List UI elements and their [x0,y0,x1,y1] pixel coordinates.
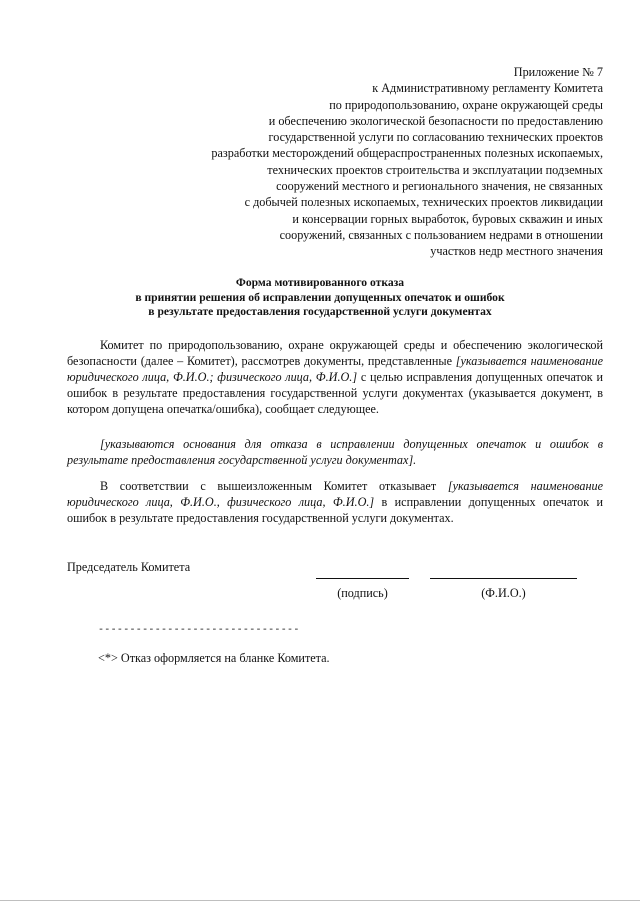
name-line [430,578,577,579]
chairman-label: Председатель Комитета [67,560,191,574]
placeholder-applicant: [указывается наименование юридического лица, Ф.И.О., физического лица, Ф.И.О.] [67,479,603,510]
title-line: в принятии решения об исправлении допущенных опечаток и ошибок [135,290,505,304]
footnote-text: <*> Отказ оформляется на бланке Комитета. [98,651,330,665]
document-title [60,276,580,320]
appendix-header [211,64,603,260]
placeholder-applicant: [указывается наименование юридического лица, Ф.И.О.; физического лица, Ф.И.О.] [67,354,603,385]
appendix-line: разработки месторождений общераспространенных полезных ископаемых, [211,146,603,161]
appendix-line: участков недр местного значения [430,244,603,259]
paragraph-text: с целью исправления допущенных опечаток и ошибок в результате предоставления государственной услуги документах (указывается документ, в котором допущена опечатка/ошибка), сообщает следующее. [67,370,603,417]
title-line: в результате предоставления государственной услуги документах [148,305,492,319]
footnote-separator: -------------------------------- [98,625,300,636]
appendix-line: государственной услуги по согласованию технических проектов [268,130,603,145]
paragraph-text: в исправлении допущенных опечаток и ошибок в результате предоставления государственной услуги документах. [67,495,603,526]
paragraph-grounds-placeholder: [указываются основания для отказа в исправлении допущенных опечаток и ошибок в результате предоставления государственной услуги документах]. [67,437,603,468]
appendix-line: и консервации горных выработок, буровых скважин и иных [292,211,603,226]
paragraph-text: Комитет по природопользованию, охране окружающей среды и обеспечению экологической безопасности (далее – Комитет), рассмотрев документы, представленные [67,338,603,369]
page-bottom-divider [0,900,640,901]
paragraph-committee-review [67,337,603,417]
appendix-line: и обеспечению экологической безопасности по предоставлению [268,113,603,128]
title-line: Форма мотивированного отказа [235,276,405,289]
paragraph-text: В соответствии с вышеизложенным Комитет отказывает [100,479,448,493]
appendix-line: по природопользованию, охране окружающей среды [329,97,603,112]
signature-caption: (подпись) [337,586,388,600]
appendix-line: Приложение № 7 [513,65,603,79]
appendix-line: сооружений, связанных с пользованием недрами в отношении [279,227,603,242]
appendix-line: с добычей полезных ископаемых, технических проектов ликвидации [244,195,603,210]
signature-line [316,578,409,579]
name-caption: (Ф.И.О.) [481,586,526,600]
appendix-line: технических проектов строительства и эксплуатации подземных [267,162,603,177]
appendix-line: к Административному регламенту Комитета [372,81,603,96]
appendix-line: сооружений местного и регионального значения, не связанных [276,179,603,194]
paragraph-refusal [67,478,603,526]
